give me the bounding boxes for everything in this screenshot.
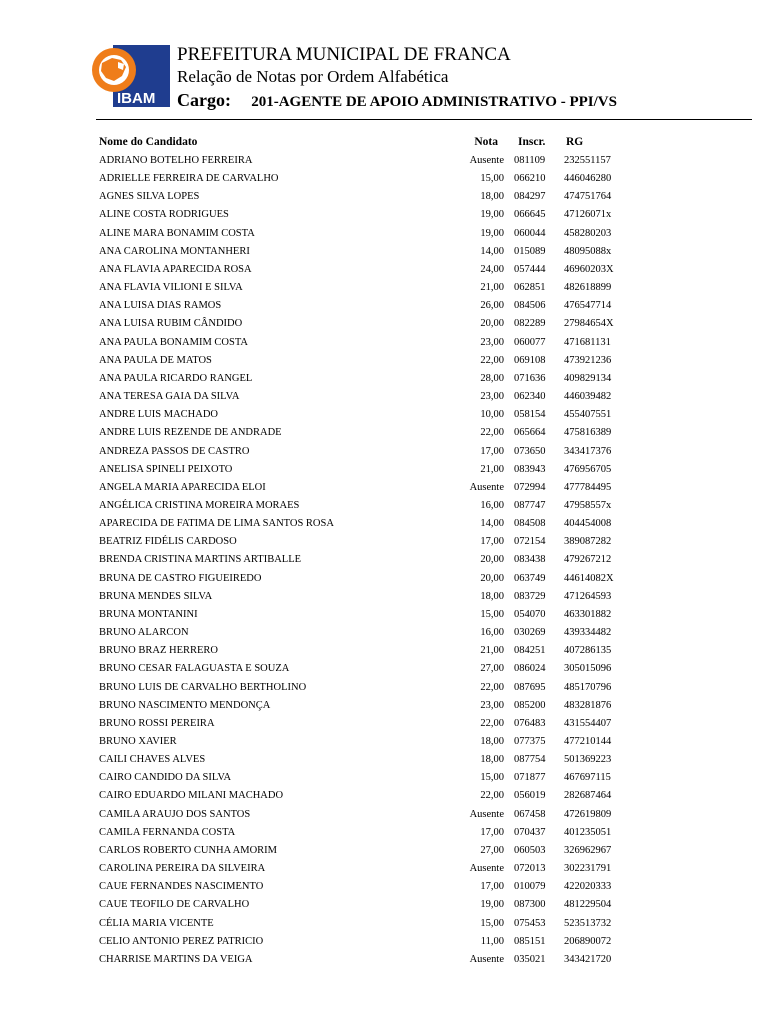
candidate-name: CAUE TEOFILO DE CARVALHO bbox=[99, 899, 250, 911]
candidate-rg: 48095088x bbox=[564, 245, 612, 257]
candidate-name: ANA FLAVIA VILIONI E SILVA bbox=[99, 282, 243, 294]
candidate-list bbox=[0, 152, 768, 969]
table-row bbox=[0, 624, 768, 642]
table-row bbox=[0, 479, 768, 497]
table-row bbox=[0, 842, 768, 860]
candidate-nota: 18,00 bbox=[480, 590, 504, 602]
candidate-rg: 305015096 bbox=[564, 663, 612, 675]
candidate-nota: 23,00 bbox=[480, 336, 504, 348]
candidate-inscr: 083943 bbox=[514, 463, 546, 475]
candidate-nota: 24,00 bbox=[480, 263, 504, 275]
candidate-rg: 446046280 bbox=[564, 173, 612, 185]
table-row bbox=[0, 170, 768, 188]
table-row bbox=[0, 443, 768, 461]
candidate-rg: 407286135 bbox=[564, 645, 612, 657]
candidate-rg: 282687464 bbox=[564, 790, 612, 802]
candidate-nota: 10,00 bbox=[480, 409, 504, 421]
table-row bbox=[0, 806, 768, 824]
table-row bbox=[0, 679, 768, 697]
candidate-nota: 17,00 bbox=[480, 881, 504, 893]
candidate-name: BRUNO NASCIMENTO MENDONÇA bbox=[99, 699, 271, 711]
table-header bbox=[0, 133, 768, 151]
candidate-nota: 23,00 bbox=[480, 699, 504, 711]
candidate-nota: 18,00 bbox=[480, 754, 504, 766]
ibam-logo-text: IBAM bbox=[117, 90, 156, 107]
candidate-name: ANDREZA PASSOS DE CASTRO bbox=[99, 445, 250, 457]
candidate-nota: Ausente bbox=[469, 481, 504, 493]
candidate-nota: 15,00 bbox=[480, 917, 504, 929]
candidate-name: BRUNO LUIS DE CARVALHO BERTHOLINO bbox=[99, 681, 307, 693]
table-row bbox=[0, 334, 768, 352]
candidate-inscr: 054070 bbox=[514, 608, 546, 620]
candidate-name: ANGÉLICA CRISTINA MOREIRA MORAES bbox=[99, 499, 300, 511]
candidate-inscr: 072013 bbox=[514, 863, 546, 875]
table-row bbox=[0, 787, 768, 805]
candidate-inscr: 056019 bbox=[514, 790, 546, 802]
candidate-inscr: 075453 bbox=[514, 917, 546, 929]
candidate-name: BRUNA MENDES SILVA bbox=[99, 590, 213, 602]
candidate-rg: 206890072 bbox=[564, 935, 612, 947]
candidate-rg: 481229504 bbox=[564, 899, 612, 911]
candidate-name: ANA PAULA RICARDO RANGEL bbox=[99, 372, 253, 384]
candidate-rg: 47958557x bbox=[564, 499, 612, 511]
header-divider bbox=[96, 119, 752, 120]
candidate-name: ANA TERESA GAIA DA SILVA bbox=[99, 391, 240, 403]
candidate-rg: 302231791 bbox=[564, 863, 612, 875]
table-row bbox=[0, 751, 768, 769]
candidate-nota: 15,00 bbox=[480, 772, 504, 784]
table-row bbox=[0, 315, 768, 333]
candidate-rg: 458280203 bbox=[564, 227, 612, 239]
table-row bbox=[0, 279, 768, 297]
candidate-name: ALINE MARA BONAMIM COSTA bbox=[99, 227, 255, 239]
candidate-nota: Ausente bbox=[469, 155, 504, 166]
candidate-inscr: 081109 bbox=[514, 155, 546, 166]
candidate-name: CAIRO CANDIDO DA SILVA bbox=[99, 772, 232, 784]
candidate-nota: 15,00 bbox=[480, 173, 504, 185]
candidate-name: ANA LUISA RUBIM CÂNDIDO bbox=[99, 318, 243, 330]
table-row bbox=[0, 878, 768, 896]
table-row bbox=[0, 297, 768, 315]
candidate-rg: 473921236 bbox=[564, 354, 612, 366]
candidate-nota: 14,00 bbox=[480, 245, 504, 257]
candidate-nota: 17,00 bbox=[480, 445, 504, 457]
table-row bbox=[0, 896, 768, 914]
candidate-inscr: 085151 bbox=[514, 935, 546, 947]
candidate-rg: 343417376 bbox=[564, 445, 612, 457]
candidate-rg: 431554407 bbox=[564, 717, 612, 729]
table-row bbox=[0, 188, 768, 206]
candidate-inscr: 072994 bbox=[514, 481, 546, 493]
candidate-nota: 22,00 bbox=[480, 790, 504, 802]
table-row bbox=[0, 370, 768, 388]
candidate-inscr: 069108 bbox=[514, 354, 546, 366]
ibam-logo bbox=[88, 45, 172, 107]
candidate-inscr: 035021 bbox=[514, 953, 546, 965]
candidate-inscr: 087300 bbox=[514, 899, 546, 911]
candidate-nota: 23,00 bbox=[480, 391, 504, 403]
candidate-rg: 46960203X bbox=[564, 263, 614, 275]
table-row bbox=[0, 860, 768, 878]
candidate-name: CAIRO EDUARDO MILANI MACHADO bbox=[99, 790, 284, 802]
table-row bbox=[0, 497, 768, 515]
candidate-name: BRUNA DE CASTRO FIGUEIREDO bbox=[99, 572, 262, 584]
table-row bbox=[0, 388, 768, 406]
candidate-rg: 471264593 bbox=[564, 590, 612, 602]
candidate-inscr: 084506 bbox=[514, 300, 546, 312]
candidate-inscr: 060077 bbox=[514, 336, 546, 348]
candidate-nota: 20,00 bbox=[480, 572, 504, 584]
table-row bbox=[0, 261, 768, 279]
candidate-inscr: 062340 bbox=[514, 391, 546, 403]
column-header-inscr: Inscr. bbox=[518, 136, 546, 148]
candidate-nota: 21,00 bbox=[480, 463, 504, 475]
candidate-nota: 22,00 bbox=[480, 354, 504, 366]
table-row bbox=[0, 588, 768, 606]
table-row bbox=[0, 697, 768, 715]
column-header-rg: RG bbox=[566, 136, 584, 148]
candidate-inscr: 070437 bbox=[514, 826, 546, 838]
document-header bbox=[177, 44, 617, 114]
table-row bbox=[0, 915, 768, 933]
candidate-inscr: 073650 bbox=[514, 445, 546, 457]
candidate-inscr: 058154 bbox=[514, 409, 546, 421]
candidate-nota: 28,00 bbox=[480, 372, 504, 384]
candidate-name: CELIO ANTONIO PEREZ PATRICIO bbox=[99, 935, 264, 947]
cargo-line bbox=[177, 88, 617, 114]
candidate-inscr: 015089 bbox=[514, 245, 546, 257]
candidate-name: BRUNO ALARCON bbox=[99, 627, 189, 639]
candidate-name: CÉLIA MARIA VICENTE bbox=[99, 917, 214, 929]
candidate-rg: 472619809 bbox=[564, 808, 612, 820]
candidate-rg: 483281876 bbox=[564, 699, 612, 711]
candidate-rg: 404454008 bbox=[564, 518, 612, 530]
candidate-nota: Ausente bbox=[469, 863, 504, 875]
candidate-rg: 523513732 bbox=[564, 917, 612, 929]
candidate-name: CAROLINA PEREIRA DA SILVEIRA bbox=[99, 863, 266, 875]
candidate-name: ANELISA SPINELI PEIXOTO bbox=[99, 463, 233, 475]
candidate-inscr: 085200 bbox=[514, 699, 546, 711]
candidate-rg: 232551157 bbox=[564, 155, 611, 166]
candidate-name: BEATRIZ FIDÉLIS CARDOSO bbox=[99, 536, 237, 548]
column-header-name: Nome do Candidato bbox=[99, 136, 198, 148]
candidate-name: CAUE FERNANDES NASCIMENTO bbox=[99, 881, 264, 893]
candidate-name: BRENDA CRISTINA MARTINS ARTIBALLE bbox=[99, 554, 302, 566]
candidate-name: CAILI CHAVES ALVES bbox=[99, 754, 206, 766]
candidate-inscr: 030269 bbox=[514, 627, 546, 639]
table-row bbox=[0, 606, 768, 624]
candidate-name: BRUNO ROSSI PEREIRA bbox=[99, 717, 215, 729]
candidate-nota: 16,00 bbox=[480, 499, 504, 511]
candidate-rg: 474751764 bbox=[564, 191, 612, 203]
candidate-name: ANA LUISA DIAS RAMOS bbox=[99, 300, 222, 312]
candidate-nota: 14,00 bbox=[480, 518, 504, 530]
candidate-rg: 477784495 bbox=[564, 481, 612, 493]
cargo-label: Cargo: bbox=[177, 90, 231, 110]
table-row bbox=[0, 152, 768, 170]
candidate-name: AGNES SILVA LOPES bbox=[99, 191, 200, 203]
candidate-nota: 27,00 bbox=[480, 663, 504, 675]
candidate-nota: 19,00 bbox=[480, 227, 504, 239]
table-row bbox=[0, 769, 768, 787]
table-row bbox=[0, 951, 768, 969]
table-row bbox=[0, 715, 768, 733]
candidate-rg: 476956705 bbox=[564, 463, 612, 475]
candidate-rg: 409829134 bbox=[564, 372, 612, 384]
candidate-name: ANDRE LUIS MACHADO bbox=[99, 409, 219, 421]
candidate-nota: 11,00 bbox=[480, 935, 504, 947]
candidate-inscr: 010079 bbox=[514, 881, 546, 893]
candidate-name: ANA FLAVIA APARECIDA ROSA bbox=[99, 263, 252, 275]
candidate-inscr: 087695 bbox=[514, 681, 546, 693]
candidate-inscr: 066645 bbox=[514, 209, 546, 221]
candidate-rg: 422020333 bbox=[564, 881, 612, 893]
candidate-nota: 19,00 bbox=[480, 899, 504, 911]
candidate-rg: 477210144 bbox=[564, 736, 612, 747]
candidate-rg: 475816389 bbox=[564, 427, 612, 439]
candidate-nota: 17,00 bbox=[480, 536, 504, 548]
candidate-nota: 18,00 bbox=[480, 736, 504, 747]
candidate-inscr: 071636 bbox=[514, 372, 546, 384]
candidate-rg: 44614082X bbox=[564, 572, 614, 584]
candidate-rg: 471681131 bbox=[564, 336, 611, 348]
candidate-inscr: 087754 bbox=[514, 754, 546, 766]
candidate-rg: 27984654X bbox=[564, 318, 614, 330]
candidate-rg: 343421720 bbox=[564, 953, 612, 965]
candidate-name: CARLOS ROBERTO CUNHA AMORIM bbox=[99, 844, 277, 856]
candidate-name: BRUNO XAVIER bbox=[99, 736, 177, 747]
candidate-rg: 446039482 bbox=[564, 391, 612, 403]
candidate-name: ADRIELLE FERREIRA DE CARVALHO bbox=[99, 173, 279, 185]
candidate-nota: 15,00 bbox=[480, 608, 504, 620]
candidate-inscr: 063749 bbox=[514, 572, 546, 584]
table-row bbox=[0, 642, 768, 660]
table-row bbox=[0, 733, 768, 751]
table-row bbox=[0, 824, 768, 842]
candidate-nota: 22,00 bbox=[480, 427, 504, 439]
table-row bbox=[0, 424, 768, 442]
candidate-inscr: 082289 bbox=[514, 318, 546, 330]
candidate-rg: 479267212 bbox=[564, 554, 612, 566]
candidate-inscr: 083438 bbox=[514, 554, 546, 566]
candidate-inscr: 060503 bbox=[514, 844, 546, 856]
candidate-name: ALINE COSTA RODRIGUES bbox=[99, 209, 229, 221]
table-row bbox=[0, 225, 768, 243]
candidate-nota: 19,00 bbox=[480, 209, 504, 221]
candidate-inscr: 071877 bbox=[514, 772, 546, 784]
candidate-nota: 22,00 bbox=[480, 681, 504, 693]
candidate-rg: 482618899 bbox=[564, 282, 612, 294]
candidate-inscr: 065664 bbox=[514, 427, 546, 439]
candidate-rg: 401235051 bbox=[564, 826, 612, 838]
candidate-nota: Ausente bbox=[469, 953, 504, 965]
table-row bbox=[0, 533, 768, 551]
candidate-nota: 18,00 bbox=[480, 191, 504, 203]
candidate-nota: 22,00 bbox=[480, 717, 504, 729]
candidate-name: ADRIANO BOTELHO FERREIRA bbox=[99, 155, 253, 166]
candidate-inscr: 060044 bbox=[514, 227, 546, 239]
candidate-inscr: 057444 bbox=[514, 263, 546, 275]
candidate-nota: 21,00 bbox=[480, 645, 504, 657]
candidate-inscr: 072154 bbox=[514, 536, 546, 548]
candidate-name: BRUNO BRAZ HERRERO bbox=[99, 645, 219, 657]
candidate-nota: 27,00 bbox=[480, 844, 504, 856]
candidate-name: ANA PAULA BONAMIM COSTA bbox=[99, 336, 249, 348]
candidate-rg: 439334482 bbox=[564, 627, 612, 639]
candidate-inscr: 062851 bbox=[514, 282, 546, 294]
candidate-name: ANGELA MARIA APARECIDA ELOI bbox=[99, 481, 266, 493]
candidate-rg: 455407551 bbox=[564, 409, 612, 421]
candidate-rg: 326962967 bbox=[564, 844, 612, 856]
candidate-name: CAMILA FERNANDA COSTA bbox=[99, 826, 236, 838]
candidate-rg: 463301882 bbox=[564, 608, 612, 620]
cargo-value: 201-AGENTE DE APOIO ADMINISTRATIVO - PPI/VS bbox=[251, 94, 617, 110]
table-row bbox=[0, 515, 768, 533]
candidate-rg: 476547714 bbox=[564, 300, 612, 312]
page-title: PREFEITURA MUNICIPAL DE FRANCA bbox=[177, 44, 511, 65]
candidate-name: BRUNO CESAR FALAGUASTA E SOUZA bbox=[99, 663, 290, 675]
candidate-name: ANDRE LUIS REZENDE DE ANDRADE bbox=[99, 427, 282, 439]
candidate-rg: 467697115 bbox=[564, 772, 611, 784]
candidate-name: APARECIDA DE FATIMA DE LIMA SANTOS ROSA bbox=[99, 518, 334, 530]
candidate-inscr: 084297 bbox=[514, 191, 546, 203]
candidate-nota: 20,00 bbox=[480, 554, 504, 566]
candidate-name: CAMILA ARAUJO DOS SANTOS bbox=[99, 808, 251, 820]
candidate-inscr: 084251 bbox=[514, 645, 546, 657]
candidate-nota: 20,00 bbox=[480, 318, 504, 330]
candidate-inscr: 083729 bbox=[514, 590, 546, 602]
column-header-nota: Nota bbox=[474, 136, 498, 148]
candidate-nota: 16,00 bbox=[480, 627, 504, 639]
candidate-inscr: 067458 bbox=[514, 808, 546, 820]
candidate-inscr: 086024 bbox=[514, 663, 546, 675]
table-row bbox=[0, 206, 768, 224]
candidate-rg: 485170796 bbox=[564, 681, 612, 693]
candidate-rg: 501369223 bbox=[564, 754, 612, 766]
table-row bbox=[0, 406, 768, 424]
candidate-rg: 389087282 bbox=[564, 536, 612, 548]
candidate-nota: 21,00 bbox=[480, 282, 504, 294]
table-row bbox=[0, 570, 768, 588]
candidate-nota: 17,00 bbox=[480, 826, 504, 838]
table-row bbox=[0, 352, 768, 370]
candidate-inscr: 077375 bbox=[514, 736, 546, 747]
table-row bbox=[0, 551, 768, 569]
candidate-name: CHARRISE MARTINS DA VEIGA bbox=[99, 953, 253, 965]
candidate-inscr: 066210 bbox=[514, 173, 546, 185]
table-row bbox=[0, 461, 768, 479]
page-subtitle: Relação de Notas por Ordem Alfabética bbox=[177, 67, 449, 86]
table-row bbox=[0, 660, 768, 678]
candidate-inscr: 084508 bbox=[514, 518, 546, 530]
candidate-name: ANA CAROLINA MONTANHERI bbox=[99, 245, 250, 257]
candidate-inscr: 076483 bbox=[514, 717, 546, 729]
candidate-name: BRUNA MONTANINI bbox=[99, 608, 198, 620]
table-row bbox=[0, 243, 768, 261]
table-row bbox=[0, 933, 768, 951]
candidate-inscr: 087747 bbox=[514, 499, 546, 511]
candidate-nota: 26,00 bbox=[480, 300, 504, 312]
candidate-nota: Ausente bbox=[469, 808, 504, 820]
candidate-name: ANA PAULA DE MATOS bbox=[99, 354, 212, 366]
candidate-rg: 47126071x bbox=[564, 209, 612, 221]
